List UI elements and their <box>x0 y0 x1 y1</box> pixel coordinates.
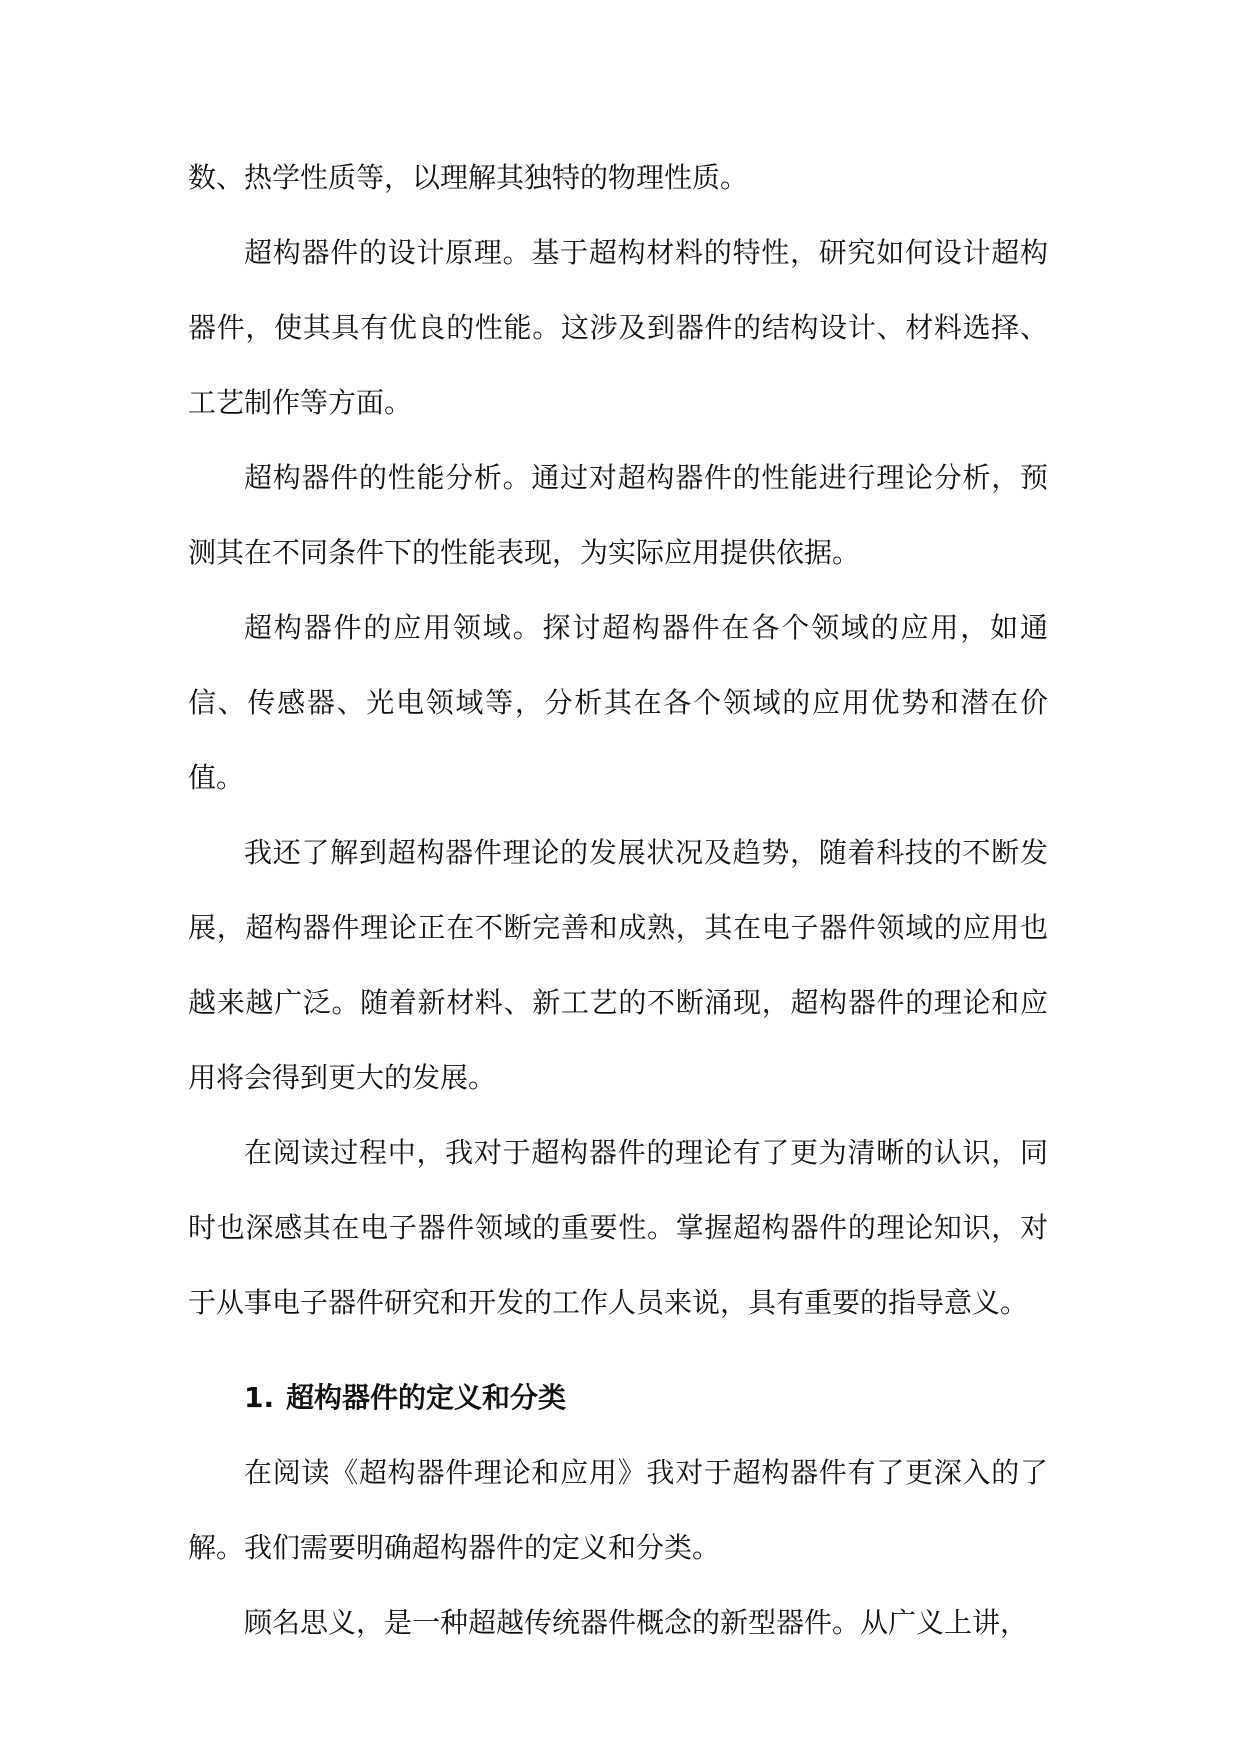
paragraph: 超构器件的应用领域。探讨超构器件在各个领域的应用，如通信、传感器、光电领域等，分析其在各个领域的应用优势和潜在价值。 <box>188 611 1048 794</box>
section-heading <box>188 1360 1048 1435</box>
paragraph: 数、热学性质等，以理解其独特的物理性质。 <box>188 161 749 194</box>
paragraph: 在阅读过程中，我对于超构器件的理论有了更为清晰的认识，同时也深感其在电子器件领域的重要性。掌握超构器件的理论知识，对于从事电子器件研究和开发的工作人员来说，具有重要的指导意义。 <box>188 1136 1048 1319</box>
paragraph: 顾名思义，是一种超越传统器件概念的新型器件。从广义上讲， <box>244 1606 1029 1639</box>
paragraph: 超构器件的设计原理。基于超构材料的特性，研究如何设计超构器件，使其具有优良的性能。这涉及到器件的结构设计、材料选择、工艺制作等方面。 <box>188 236 1048 419</box>
section-number: 1. <box>244 1381 275 1414</box>
paragraph: 超构器件的性能分析。通过对超构器件的性能进行理论分析，预测其在不同条件下的性能表现，为实际应用提供依据。 <box>188 461 1048 569</box>
paragraph: 在阅读《超构器件理论和应用》我对于超构器件有了更深入的了解。我们需要明确超构器件的定义和分类。 <box>188 1456 1048 1564</box>
paragraph: 我还了解到超构器件理论的发展状况及趋势，随着科技的不断发展，超构器件理论正在不断完善和成熟，其在电子器件领域的应用也越来越广泛。随着新材料、新工艺的不断涌现，超构器件的理论和应用将会得到更大的发展。 <box>188 836 1048 1094</box>
section-title: 超构器件的定义和分类 <box>286 1381 567 1414</box>
body-text <box>188 140 1048 1660</box>
